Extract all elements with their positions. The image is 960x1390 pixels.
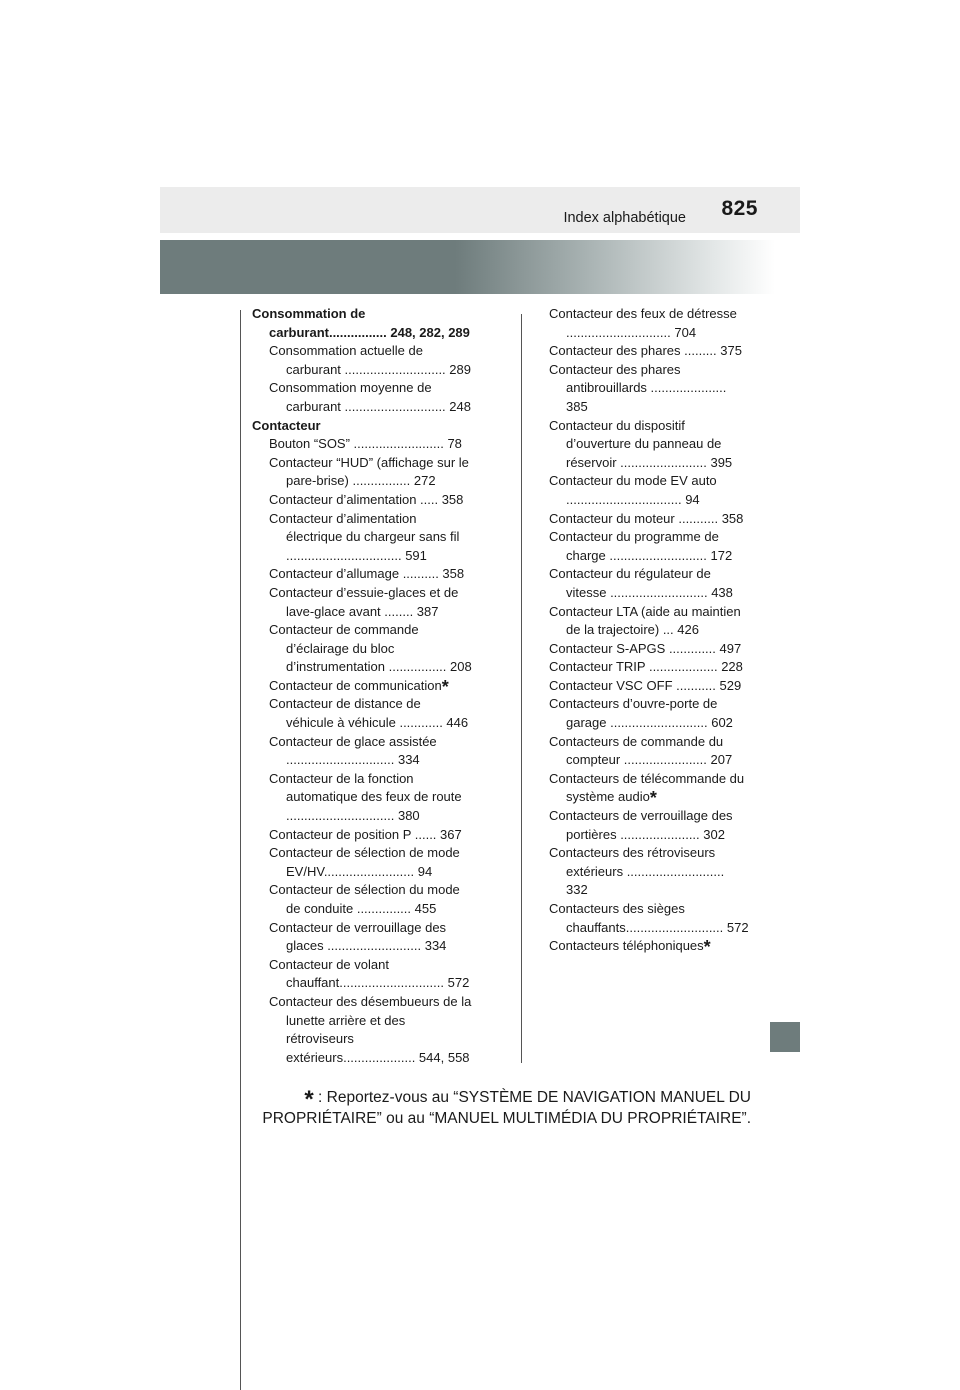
index-entry-text: Contacteur d’essuie-glaces et de lave-glace avant ........ 387 xyxy=(269,584,459,619)
index-entry xyxy=(549,658,749,677)
index-entry-text: Contacteur des feux de détresse ............................. 704 xyxy=(549,306,737,340)
index-entry xyxy=(549,640,749,659)
index-entry-text: Contacteur du régulateur de vitesse ........................... 438 xyxy=(549,566,733,600)
index-entry-text: Contacteur de communication xyxy=(269,677,442,693)
index-entry-text: Contacteur du dispositif d’ouverture du panneau de réservoir ........................ 395 xyxy=(549,417,733,470)
index-entry-text: Contacteur de position P ...... 367 xyxy=(269,826,462,842)
index-entry-text: Contacteur LTA (aide au maintien de la trajectoire) ... 426 xyxy=(549,603,741,638)
index-entry xyxy=(269,510,472,566)
footnote xyxy=(240,1088,751,1129)
index-entry-text: Contacteur TRIP ................... 228 xyxy=(549,659,743,675)
index-entry-text: Contacteur de la fonction automatique des feux de route .............................. 380 xyxy=(269,770,462,824)
index-entry xyxy=(269,695,472,732)
index-entry xyxy=(269,919,472,956)
index-entry-text: Contacteur S-APGS ............. 497 xyxy=(549,640,742,656)
index-entry xyxy=(269,956,472,993)
index-entry xyxy=(269,677,472,696)
index-entry-text: Contacteurs téléphoniques xyxy=(549,938,704,954)
index-entry xyxy=(269,565,472,584)
index-entry-text: Contacteur de volant chauffant............................. 572 xyxy=(269,956,470,991)
index-entry-text: Contacteur de sélection de mode EV/HV......................... 94 xyxy=(269,845,460,879)
index-entry xyxy=(549,603,749,640)
index-entry-text: Contacteur du moteur ........... 358 xyxy=(549,510,744,526)
index-entry xyxy=(549,733,749,770)
index-entry-text: Consommation actuelle de carburant ............................ 289 xyxy=(269,343,471,377)
header-gradient-band xyxy=(160,240,775,294)
column-divider-rule xyxy=(521,314,522,1063)
footnote-ref-marker: * xyxy=(649,788,657,809)
index-entry xyxy=(549,807,749,844)
index-entry-text: Contacteur de distance de véhicule à véhicule ............ 446 xyxy=(269,696,469,731)
index-entry-text: Contacteur des phares antibrouillards ..................... 385 xyxy=(549,361,727,414)
index-entry xyxy=(549,305,749,342)
index-entry-text: Contacteur d’alimentation ..... 358 xyxy=(269,491,464,507)
index-entry-text: Contacteurs d’ouvre-porte de garage ........................... 602 xyxy=(549,696,733,731)
index-entry xyxy=(269,454,472,491)
page-header xyxy=(160,187,800,233)
index-entry xyxy=(269,993,472,1067)
index-entry-text: Contacteur d’alimentation électrique du chargeur sans fil ................................ 591 xyxy=(269,510,460,563)
index-entry-text: Contacteur d’allumage .......... 358 xyxy=(269,566,465,582)
index-entry xyxy=(549,770,749,807)
index-entry-text: Bouton “SOS” ......................... 78 xyxy=(269,436,462,452)
footnote-ref-marker: * xyxy=(441,676,449,697)
footnote-text: : Reportez-vous au “SYSTÈME DE NAVIGATION MANUEL DU PROPRIÉTAIRE” ou au “MANUEL MULTIMÉDIA DU PROPRIÉTAIRE”. xyxy=(262,1089,751,1127)
index-entry xyxy=(269,844,472,881)
index-entry-text: Contacteur VSC OFF ........... 529 xyxy=(549,677,742,693)
index-entry xyxy=(252,305,472,342)
index-entry-text: Consommation moyenne de carburant ............................ 248 xyxy=(269,380,471,414)
index-entry-text: Contacteur des phares ......... 375 xyxy=(549,343,742,359)
index-entry-text: Contacteur du programme de charge ........................... 172 xyxy=(549,529,733,563)
index-entry-text: Contacteur de verrouillage des glaces .......................... 334 xyxy=(269,919,447,954)
index-entry xyxy=(269,770,472,826)
index-entry xyxy=(549,677,749,696)
index-column-left xyxy=(252,305,472,1067)
footnote-ref-marker: * xyxy=(703,937,711,958)
index-entry xyxy=(269,826,472,845)
index-entry xyxy=(269,881,472,918)
index-entry-text: Contacteur du mode EV auto ................................ 94 xyxy=(549,473,717,507)
index-entry xyxy=(549,510,749,529)
index-entry xyxy=(549,528,749,565)
index-entry xyxy=(269,491,472,510)
index-entry xyxy=(269,621,472,677)
index-entry-text: Contacteurs de commande du compteur ....................... 207 xyxy=(549,733,733,768)
index-entry xyxy=(269,584,472,621)
footnote-marker: * xyxy=(304,1086,314,1113)
index-entry xyxy=(549,844,749,900)
index-entry-text: Contacteurs des rétroviseurs extérieurs ........................... 332 xyxy=(549,845,725,898)
index-entry-text: Contacteur des désembueurs de la lunette arrière et des rétroviseurs extérieurs.................... 544, 558 xyxy=(269,993,472,1065)
index-entry-text: Contacteur xyxy=(252,417,321,433)
index-entry xyxy=(549,695,749,732)
index-entry-text: Contacteurs de verrouillage des portières ...................... 302 xyxy=(549,808,733,842)
page-number: 825 xyxy=(721,197,758,220)
index-entry xyxy=(549,417,749,473)
index-entry-text: Contacteur “HUD” (affichage sur le pare-brise) ................ 272 xyxy=(269,454,469,489)
index-entry xyxy=(549,361,749,417)
index-entry-text: Contacteur de commande d’éclairage du bloc d’instrumentation ................ 208 xyxy=(269,622,472,675)
index-entry xyxy=(269,342,472,379)
index-entry xyxy=(549,342,749,361)
section-title: Index alphabétique xyxy=(563,210,686,226)
index-entry xyxy=(549,472,749,509)
index-entry xyxy=(549,937,749,956)
index-entry-text: Consommation de carburant................ 248, 282, 289 xyxy=(252,306,470,340)
index-entry-text: Contacteur de glace assistée .............................. 334 xyxy=(269,733,437,768)
index-entry-text: Contacteurs des sièges chauffants........................... 572 xyxy=(549,901,749,935)
index-entry-text: Contacteur de sélection du mode de conduite ............... 455 xyxy=(269,882,460,916)
index-entry xyxy=(269,435,472,454)
index-entry xyxy=(269,379,472,416)
index-column-right xyxy=(549,305,749,956)
chapter-side-tab xyxy=(770,1022,800,1052)
index-entry xyxy=(252,417,472,436)
index-entry xyxy=(269,733,472,770)
index-entry xyxy=(549,565,749,602)
left-margin-rule xyxy=(240,310,241,1390)
index-entry xyxy=(549,900,749,937)
index-entry-text: Contacteurs de télécommande du système audio xyxy=(549,770,745,805)
